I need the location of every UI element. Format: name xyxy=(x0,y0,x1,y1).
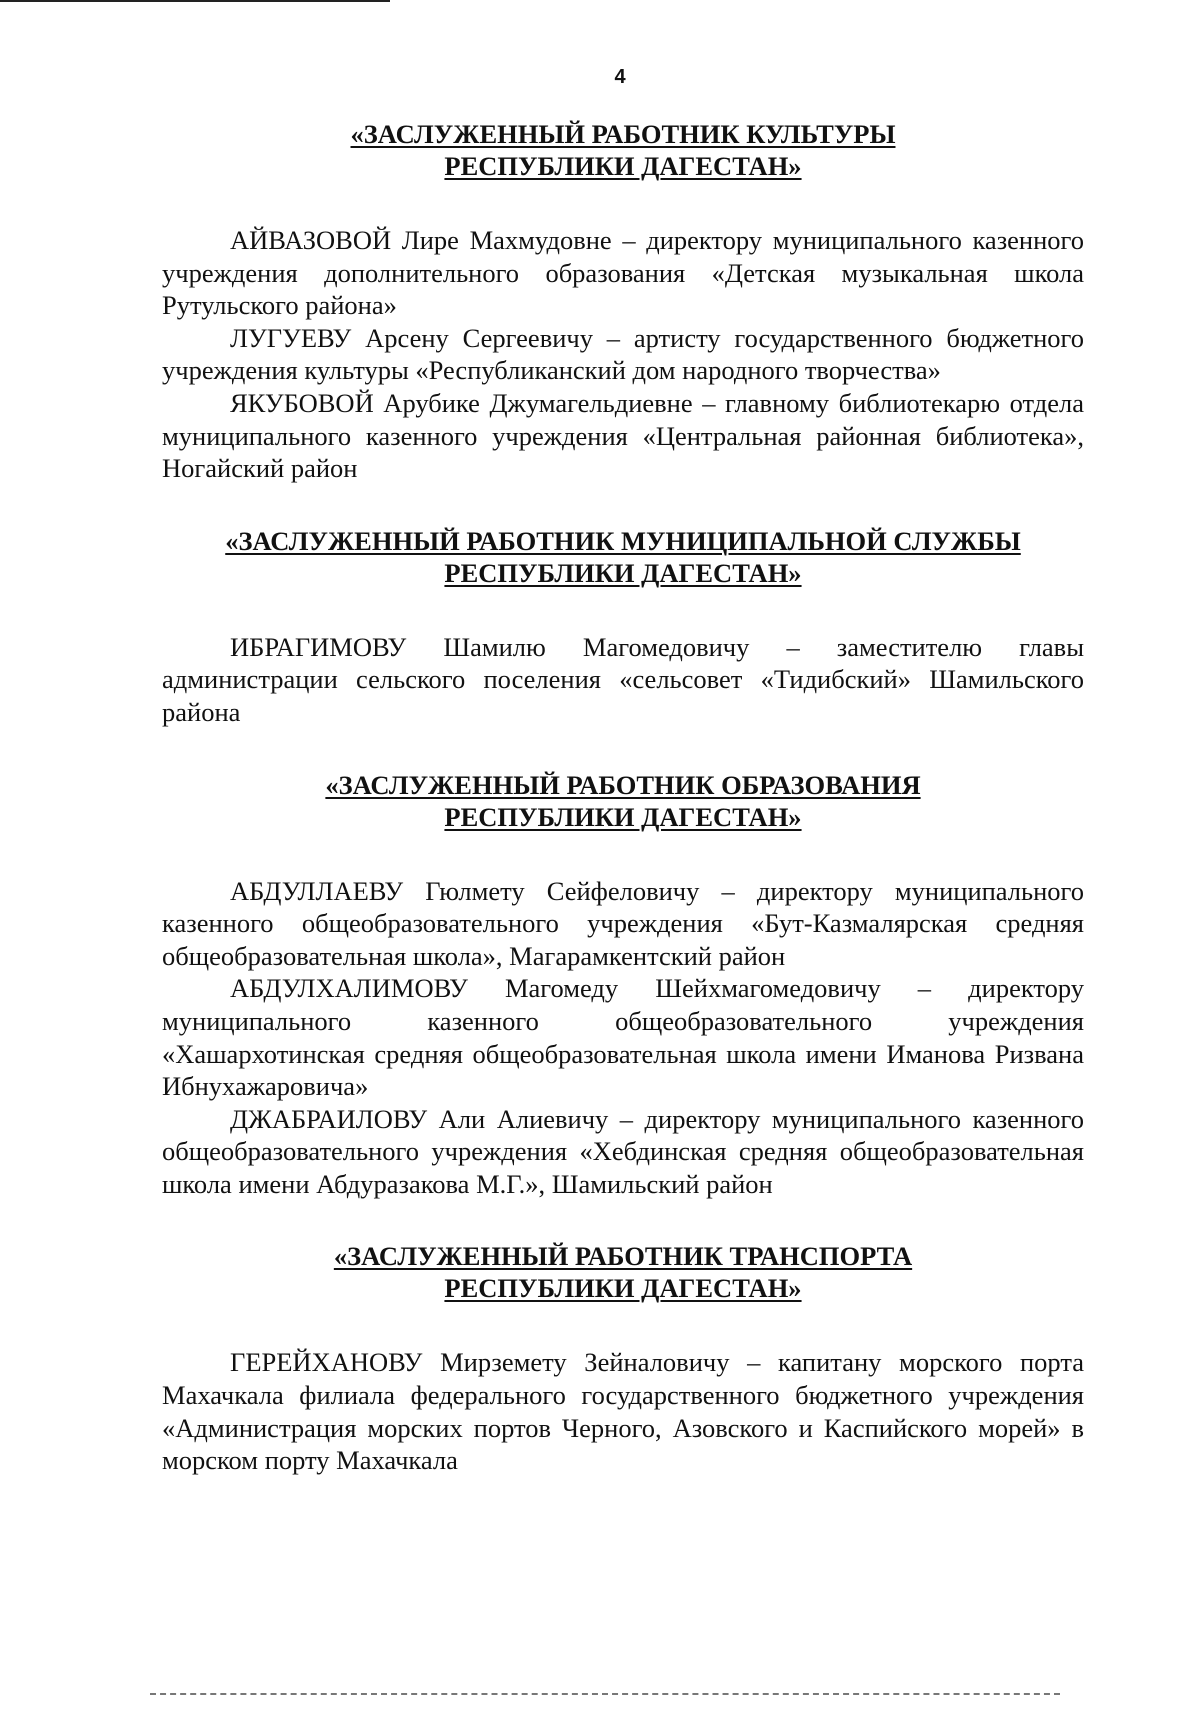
award-entry: АЙВАЗОВОЙ Лире Махмудовне – директору муниципального казенного учреждения дополнительного образования «Детская музыкальная школа Рутульского района» xyxy=(162,225,1084,321)
section-education xyxy=(162,769,1084,1201)
award-entry: АБДУЛЛАЕВУ Гюлмету Сейфеловичу – директору муниципального казенного общеобразовательного учреждения «Бут-Казмалярская средняя общеобразовательная школа», Магарамкентский район xyxy=(162,875,1084,971)
section-heading xyxy=(162,1240,1084,1304)
section-heading-line2: РЕСПУБЛИКИ ДАГЕСТАН» xyxy=(444,1273,802,1304)
section-heading xyxy=(162,525,1084,589)
award-entry: ИБРАГИМОВУ Шамилю Магомедовичу – заместителю главы администрации сельского поселения «сельсовет «Тидибский» Шамильского района xyxy=(162,631,1084,727)
award-entry: ЛУГУЕВУ Арсену Сергеевичу – артисту государственного бюджетного учреждения культуры «Республиканский дом народного творчества» xyxy=(162,322,1084,386)
document-body xyxy=(162,118,1084,1477)
section-spacer xyxy=(162,1200,1084,1240)
award-entry: ДЖАБРАИЛОВУ Али Алиевичу – директору муниципального казенного общеобразовательного учреждения «Хебдинская средняя общеобразовательная школа имени Абдуразакова М.Г.», Шамильский район xyxy=(162,1103,1084,1199)
section-municipal-service xyxy=(162,525,1084,729)
section-transport xyxy=(162,1240,1084,1476)
section-heading-line1: «ЗАСЛУЖЕННЫЙ РАБОТНИК ТРАНСПОРТА xyxy=(333,1241,913,1272)
section-heading-line1: «ЗАСЛУЖЕННЫЙ РАБОТНИК КУЛЬТУРЫ xyxy=(350,119,896,149)
section-heading-line2: РЕСПУБЛИКИ ДАГЕСТАН» xyxy=(444,151,802,181)
section-heading-line2: РЕСПУБЛИКИ ДАГЕСТАН» xyxy=(444,801,802,832)
award-entry: ЯКУБОВОЙ Арубике Джумагельдиевне – главному библиотекарю отдела муниципального казенного учреждения «Центральная районная библиотека», Ногайский район xyxy=(162,387,1084,484)
section-spacer xyxy=(162,485,1084,525)
section-heading-line2: РЕСПУБЛИКИ ДАГЕСТАН» xyxy=(444,557,802,588)
award-entry: АБДУЛХАЛИМОВУ Магомеду Шейхмагомедовичу – директору муниципального казенного общеобразовательного учреждения «Хашархотинская средняя общеобразовательная школа имени Иманова Ризвана Ибнухажаровича» xyxy=(162,973,1084,1102)
section-culture xyxy=(162,118,1084,485)
section-heading-line1: «ЗАСЛУЖЕННЫЙ РАБОТНИК МУНИЦИПАЛЬНОЙ СЛУЖБЫ xyxy=(225,525,1021,556)
award-entry: ГЕРЕЙХАНОВУ Мирземету Зейналовичу – капитану морского порта Махачкала филиала федерального государственного бюджетного учреждения «Администрация морских портов Черного, Азовского и Каспийского морей» в морском порту Махачкала xyxy=(162,1347,1084,1476)
section-heading xyxy=(162,118,1084,182)
section-spacer xyxy=(162,729,1084,769)
section-heading-line1: «ЗАСЛУЖЕННЫЙ РАБОТНИК ОБРАЗОВАНИЯ xyxy=(325,769,921,800)
top-edge-rule xyxy=(0,0,390,2)
section-heading xyxy=(162,769,1084,833)
page-number: 4 xyxy=(614,66,626,88)
bottom-edge-rule xyxy=(150,1693,1060,1695)
